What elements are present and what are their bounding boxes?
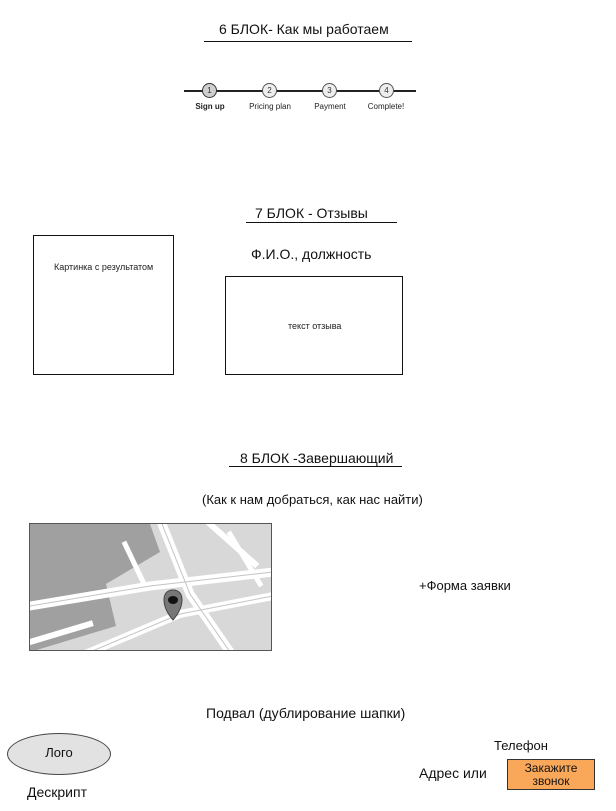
step-4-label: Complete! bbox=[367, 102, 405, 111]
step-2-circle[interactable]: 2 bbox=[262, 83, 277, 98]
footer-descriptor: Дескрипт bbox=[27, 784, 87, 800]
footer-logo[interactable] bbox=[7, 733, 111, 775]
block6-title: 6 БЛОК- Как мы работаем bbox=[219, 21, 389, 37]
footer-address: Адрес или bbox=[419, 765, 487, 781]
result-image-placeholder bbox=[33, 235, 174, 375]
footer-phone[interactable]: Телефон bbox=[494, 738, 548, 753]
step-2-label: Pricing plan bbox=[249, 102, 291, 111]
step-3-circle[interactable]: 3 bbox=[322, 83, 337, 98]
step-1-circle[interactable]: 1 bbox=[202, 83, 217, 98]
block6-title-underline bbox=[204, 41, 412, 42]
step-4-circle[interactable]: 4 bbox=[379, 83, 394, 98]
request-form-label[interactable]: +Форма заявки bbox=[419, 578, 511, 593]
block8-title: 8 БЛОК -Завершающий bbox=[240, 450, 394, 466]
footer-title: Подвал (дублирование шапки) bbox=[206, 705, 406, 721]
reviewer-name: Ф.И.О., должность bbox=[251, 246, 372, 262]
order-call-button[interactable]: Закажите звонок bbox=[507, 759, 595, 790]
block8-title-underline bbox=[229, 466, 402, 467]
footer-logo-label: Лого bbox=[45, 745, 73, 760]
map-graphic bbox=[30, 524, 272, 651]
review-text: текст отзыва bbox=[288, 321, 342, 331]
step-1-label: Sign up bbox=[195, 102, 225, 111]
block8-subtitle: (Как к нам добраться, как нас найти) bbox=[202, 492, 423, 507]
review-text-box bbox=[225, 276, 403, 375]
block7-title: 7 БЛОК - Отзывы bbox=[255, 205, 368, 221]
result-image-label: Картинка с результатом bbox=[54, 262, 154, 272]
location-map[interactable] bbox=[29, 523, 272, 651]
step-3-label: Payment bbox=[314, 102, 346, 111]
block7-title-underline bbox=[246, 222, 397, 223]
